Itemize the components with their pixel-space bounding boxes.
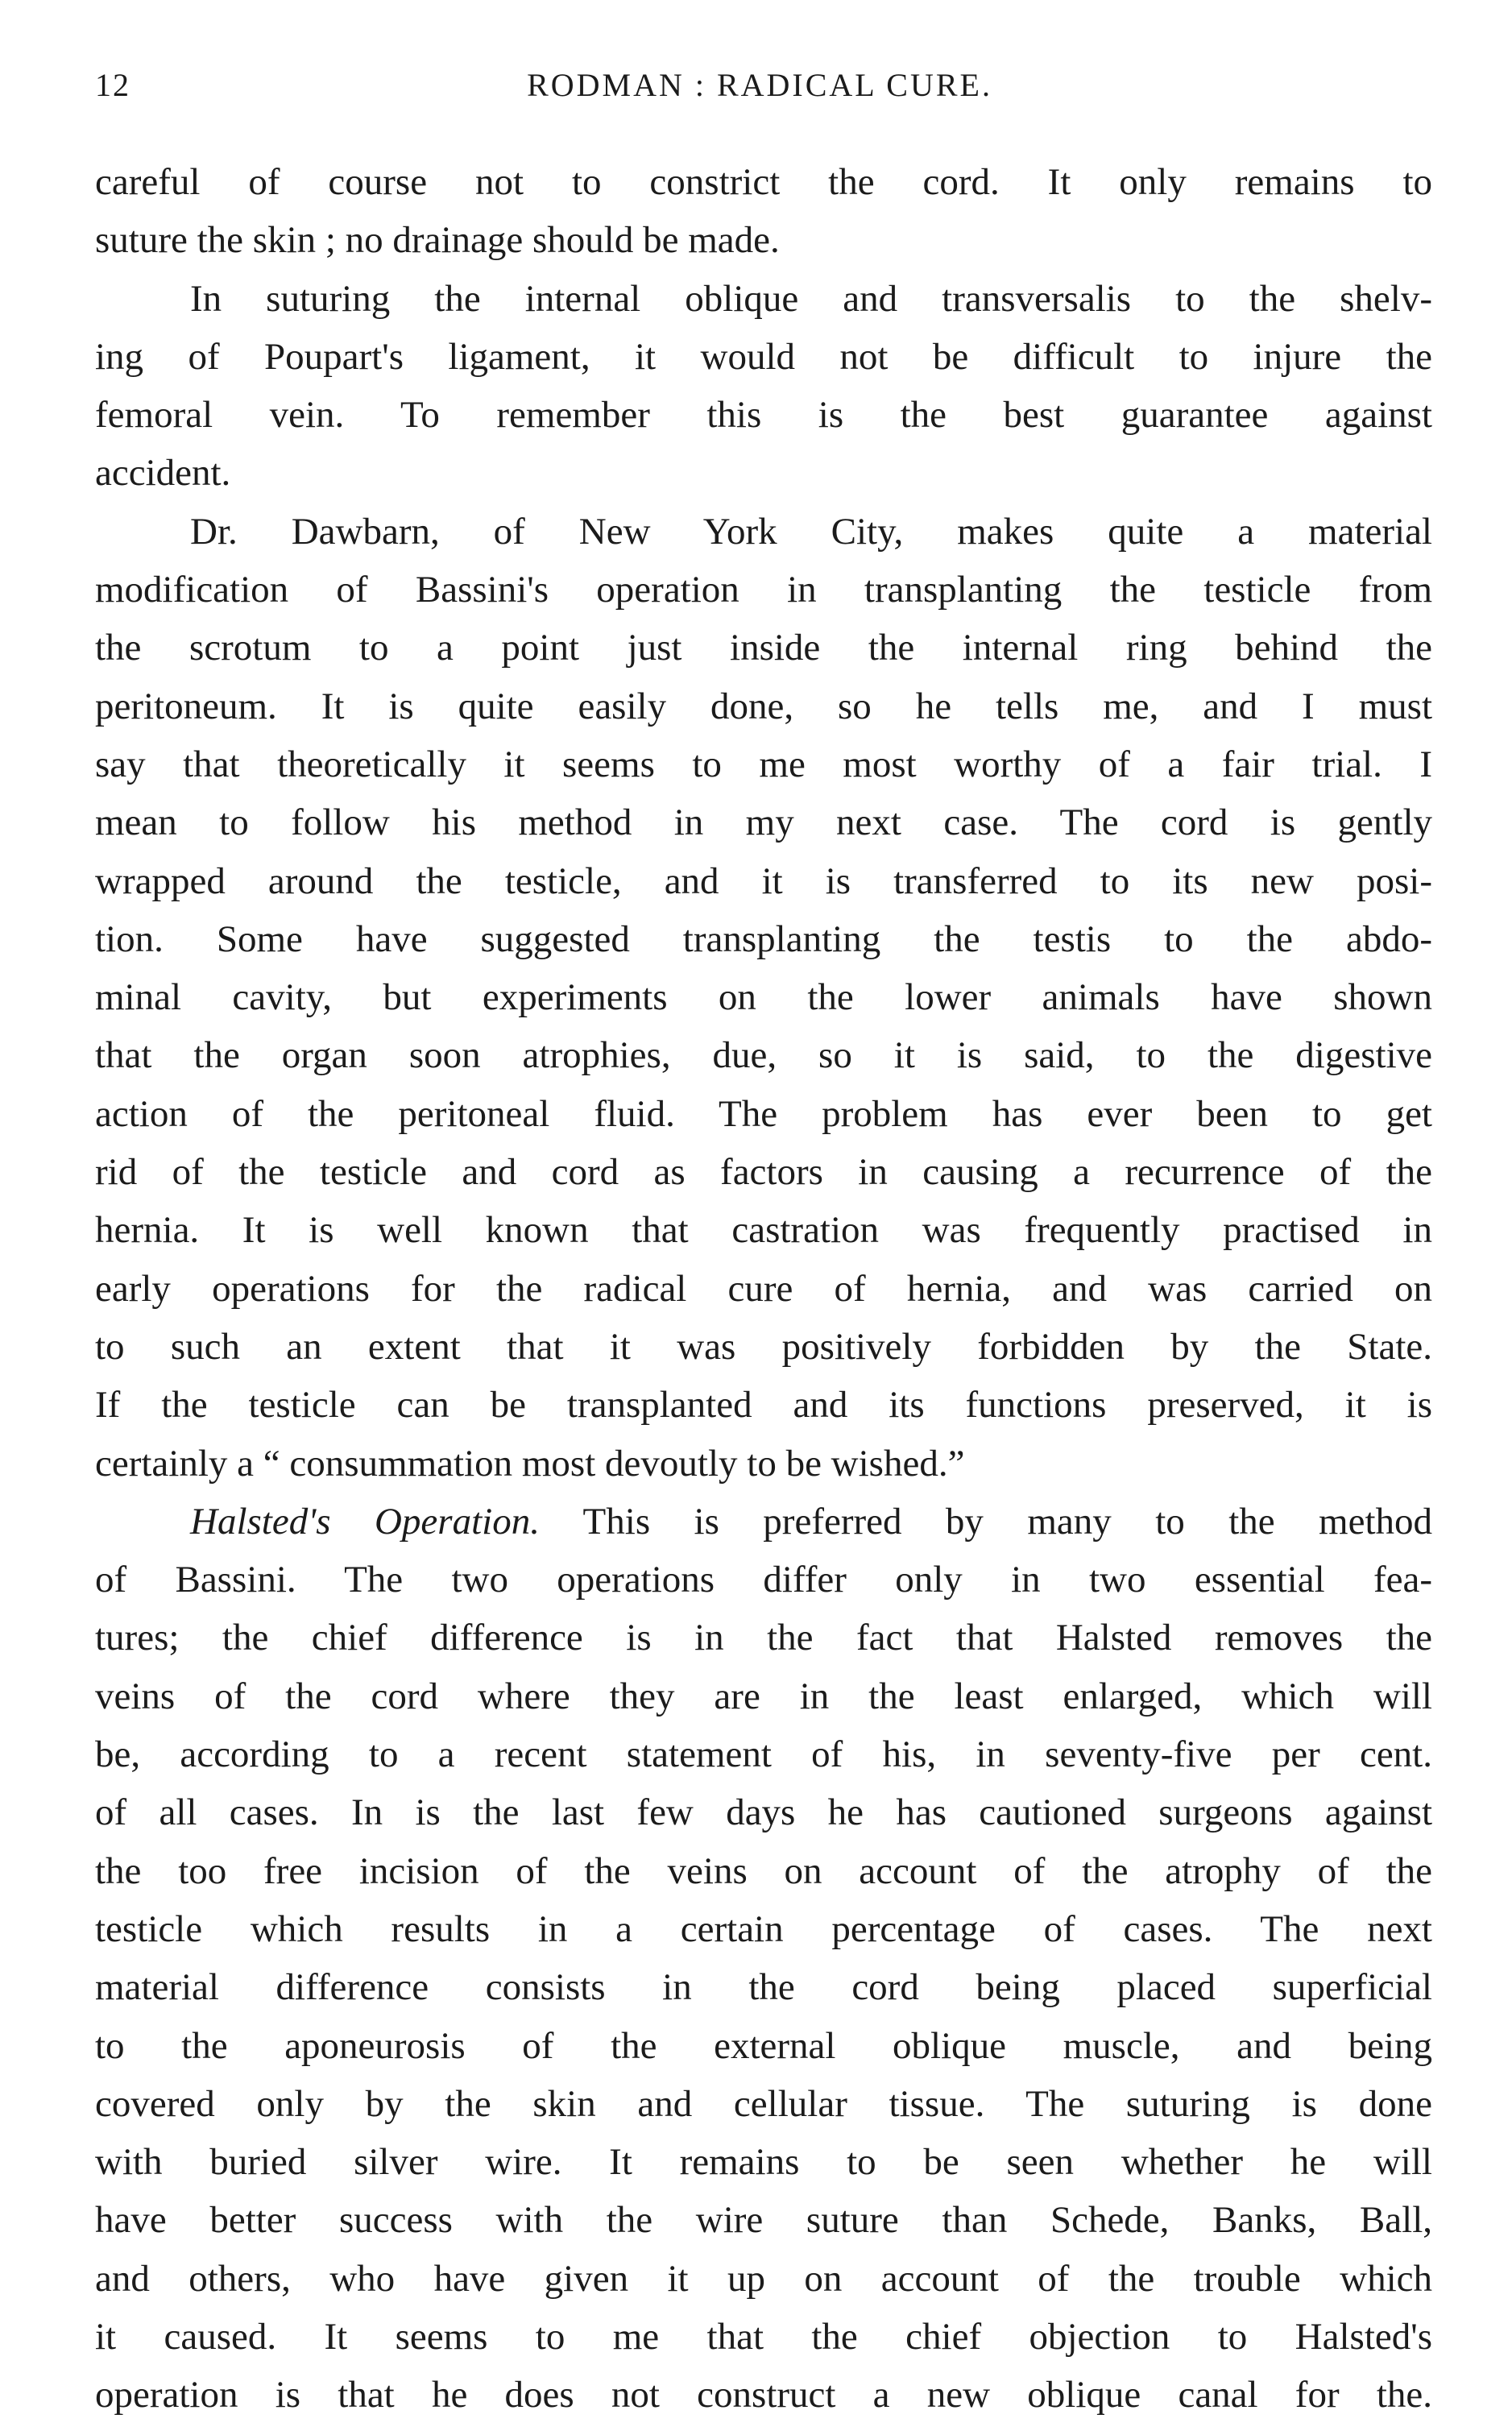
text-line: hernia. It is well known that castration was frequently practised in [95, 1209, 1432, 1252]
text-line: minal cavity, but experiments on the lower animals have shown [95, 976, 1432, 1019]
text-line: tures; the chief difference is in the fact that Halsted removes the [95, 1617, 1432, 1659]
text-line: it caused. It seems to me that the chief objection to Halsted's [95, 2315, 1432, 2358]
text-line: accident. [95, 452, 231, 495]
text-line: to such an extent that it was positively forbidden by the State. [95, 1325, 1432, 1368]
text-line: and others, who have given it up on account of the trouble which [95, 2257, 1432, 2300]
text-line: that the organ soon atrophies, due, so it is said, to the digestive [95, 1034, 1432, 1077]
text-line: be, according to a recent statement of his, in seventy-five per cent. [95, 1733, 1432, 1776]
text-line: the scrotum to a point just inside the internal ring behind the [95, 627, 1432, 669]
text-line: material difference consists in the cord being placed superficial [95, 1966, 1432, 2009]
text-line: action of the peritoneal fluid. The problem has ever been to get [95, 1092, 1432, 1135]
text-line: mean to follow his method in my next case. The cord is gently [95, 801, 1432, 844]
text-line: with buried silver wire. It remains to be seen whether he will [95, 2141, 1432, 2184]
text-line: ing of Poupart's ligament, it would not be difficult to injure the [95, 335, 1432, 378]
page-number: 12 [95, 67, 130, 103]
text-line: of all cases. In is the last few days he has cautioned surgeons against [95, 1791, 1432, 1834]
paragraph-start-line [95, 1493, 1432, 1551]
text-line: have better success with the wire suture than Schede, Banks, Ball, [95, 2199, 1432, 2242]
text-line: the too free incision of the veins on account of the atrophy of the [95, 1849, 1432, 1892]
section-heading: Halsted's Operation. [190, 1500, 540, 1543]
text-line: covered only by the skin and cellular tissue. The suturing is done [95, 2082, 1432, 2125]
body-text [95, 153, 1432, 2425]
running-title: RODMAN : RADICAL CURE. [527, 67, 992, 103]
text-line: peritoneum. It is quite easily done, so he tells me, and I must [95, 685, 1432, 727]
text-line: to the aponeurosis of the external oblique muscle, and being [95, 2024, 1432, 2067]
text-line: early operations for the radical cure of hernia, and was carried on [95, 1267, 1432, 1310]
paragraph-start-line: In suturing the internal oblique and transversalis to the shelv- [190, 277, 1432, 320]
text-line: suture the skin ; no drainage should be made. [95, 219, 780, 262]
text-line: wrapped around the testicle, and it is transferred to its new posi- [95, 859, 1432, 902]
text-line: of Bassini. The two operations differ only in two essential fea- [95, 1559, 1432, 1601]
text-line: certainly a “ consummation most devoutly to be wished.” [95, 1442, 965, 1485]
text-line: femoral vein. To remember this is the best guarantee against [95, 394, 1432, 437]
text-line: careful of course not to constrict the cord. It only remains to [95, 161, 1432, 203]
paragraph-start-line: Dr. Dawbarn, of New York City, makes quite a material [190, 510, 1432, 553]
text-line: veins of the cord where they are in the least enlarged, which will [95, 1675, 1432, 1717]
section-heading-continuation: This is preferred by many to the method [582, 1500, 1433, 1543]
text-line: rid of the testicle and cord as factors in causing a recurrence of the [95, 1151, 1432, 1194]
running-head [95, 66, 1424, 114]
text-line: modification of Bassini's operation in transplanting the testicle from [95, 569, 1432, 611]
text-line: say that theoretically it seems to me most worthy of a fair trial. I [95, 743, 1432, 785]
text-line: If the testicle can be transplanted and its functions preserved, it is [95, 1384, 1432, 1427]
text-line: testicle which results in a certain percentage of cases. The next [95, 1907, 1432, 1950]
text-line: operation is that he does not construct a new oblique canal for the. [95, 2374, 1432, 2417]
text-line: tion. Some have suggested transplanting the testis to the abdo- [95, 917, 1432, 960]
